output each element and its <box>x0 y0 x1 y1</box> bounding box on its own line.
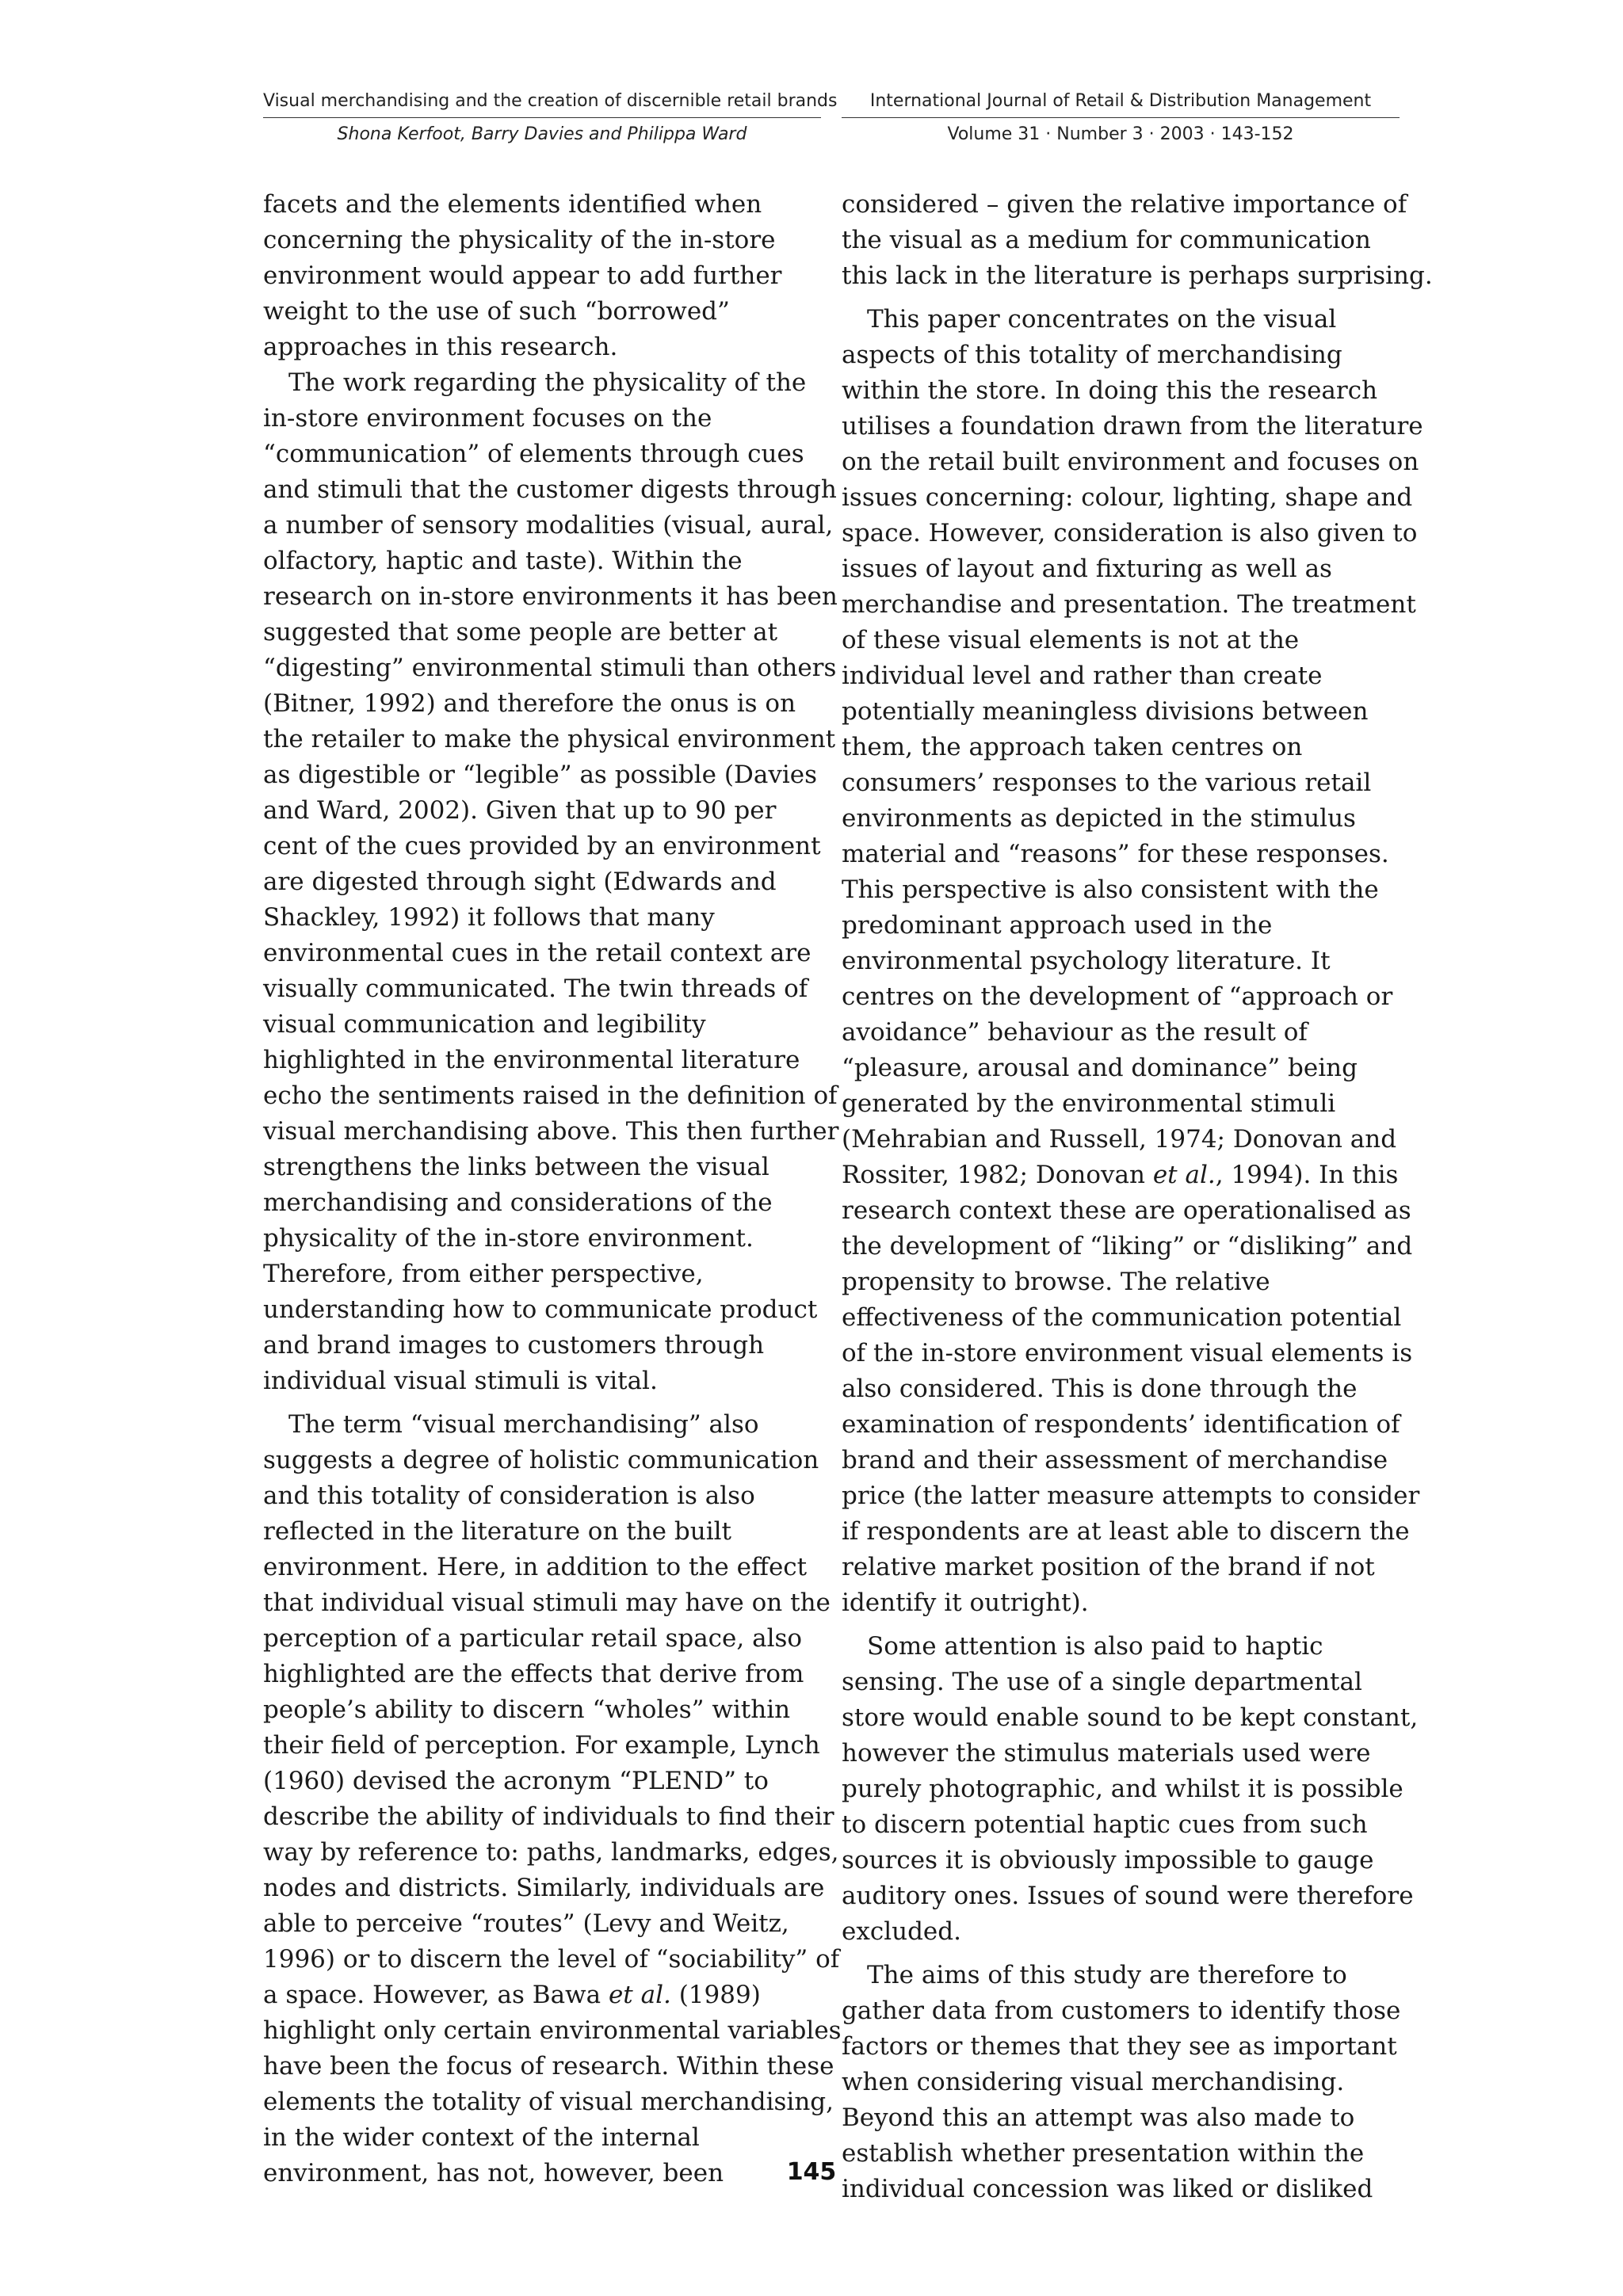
text-line: and this totality of consideration is also <box>263 1482 755 1510</box>
text-line: (Mehrabian and Russell, 1974; Donovan and <box>842 1125 1397 1154</box>
text-line: identify it outright). <box>842 1589 1089 1617</box>
text-line: gather data from customers to identify those <box>842 1997 1401 2025</box>
text-line: purely photographic, and whilst it is possible <box>842 1775 1403 1803</box>
text-line: generated by the environmental stimuli <box>842 1089 1336 1118</box>
text-line: The work regarding the physicality of the <box>288 368 807 397</box>
text-line: way by reference to: paths, landmarks, edges, <box>263 1838 839 1867</box>
text-line: visual merchandising above. This then further <box>263 1117 839 1146</box>
text-line: price (the latter measure attempts to consider <box>842 1482 1420 1510</box>
text-line: environment, has not, however, been <box>263 2159 724 2187</box>
text-line: highlight only certain environmental variables <box>263 2016 842 2045</box>
text-line: a space. However, as Bawa et al. (1989) <box>263 1981 761 2009</box>
text-line: avoidance” behaviour as the result of <box>842 1018 1308 1047</box>
text-line: research on in-store environments it has been <box>263 582 838 611</box>
text-line: weight to the use of such “borrowed” <box>263 297 730 326</box>
text-line: and stimuli that the customer digests through <box>263 475 837 504</box>
text-line: The term “visual merchandising” also <box>288 1410 759 1439</box>
text-line: Rossiter, 1982; Donovan et al., 1994). In this <box>842 1161 1399 1189</box>
page-number: 145 <box>786 2158 837 2186</box>
text-line: store would enable sound to be kept constant, <box>842 1703 1419 1732</box>
text-line: when considering visual merchandising. <box>842 2068 1345 2096</box>
text-line: in-store environment focuses on the <box>263 404 712 433</box>
text-line: the development of “liking” or “disliking” and <box>842 1232 1413 1261</box>
text-line: cent of the cues provided by an environment <box>263 832 821 860</box>
text-line: that individual visual stimuli may have on the <box>263 1589 831 1617</box>
text-line: “communication” of elements through cues <box>263 440 804 468</box>
text-line: their field of perception. For example, Lynch <box>263 1731 820 1760</box>
text-line: auditory ones. Issues of sound were therefore <box>842 1882 1414 1910</box>
text-line: elements the totality of visual merchandising, <box>263 2088 834 2116</box>
text-line: relative market position of the brand if not <box>842 1553 1375 1581</box>
text-line: strengthens the links between the visual <box>263 1153 769 1181</box>
text-line: have been the focus of research. Within these <box>263 2052 834 2081</box>
text-line: of these visual elements is not at the <box>842 626 1300 654</box>
text-line: sensing. The use of a single departmental <box>842 1668 1362 1696</box>
text-line: highlighted in the environmental literature <box>263 1046 800 1074</box>
text-line: perception of a particular retail space, also <box>263 1624 803 1653</box>
text-line: utilises a foundation drawn from the literature <box>842 412 1423 441</box>
text-line: issues concerning: colour, lighting, shape and <box>842 483 1413 512</box>
text-line: sources it is obviously impossible to gauge <box>842 1846 1374 1875</box>
text-line: material and “reasons” for these responses. <box>842 840 1389 868</box>
text-line: visually communicated. The twin threads of <box>263 974 808 1003</box>
text-line: This paper concentrates on the visual <box>867 305 1337 334</box>
text-line: Beyond this an attempt was also made to <box>842 2103 1355 2132</box>
text-line: potentially meaningless divisions between <box>842 697 1369 726</box>
text-line: excluded. <box>842 1917 961 1946</box>
text-line: of the in-store environment visual elements is <box>842 1339 1413 1367</box>
text-line: 1996) or to discern the level of “sociability” of <box>263 1945 840 1974</box>
text-line: establish whether presentation within the <box>842 2139 1365 2168</box>
text-line: predominant approach used in the <box>842 911 1273 940</box>
text-line: in the wider context of the internal <box>263 2123 700 2152</box>
text-line: individual visual stimuli is vital. <box>263 1367 658 1395</box>
text-line: environmental psychology literature. It <box>842 947 1331 975</box>
text-line: propensity to browse. The relative <box>842 1268 1270 1296</box>
text-line: factors or themes that they see as important <box>842 2032 1397 2061</box>
text-line: environment. Here, in addition to the effect <box>263 1553 808 1581</box>
text-line: visual communication and legibility <box>263 1010 706 1039</box>
text-line: able to perceive “routes” (Levy and Weitz, <box>263 1909 789 1938</box>
text-line: environmental cues in the retail context are <box>263 939 812 967</box>
text-line: concerning the physicality of the in-store <box>263 226 776 254</box>
text-line: centres on the development of “approach or <box>842 982 1393 1011</box>
text-line: the visual as a medium for communication <box>842 226 1371 254</box>
text-line: understanding how to communicate product <box>263 1295 818 1324</box>
paragraph <box>842 302 1423 1621</box>
text-line: “digesting” environmental stimuli than others <box>263 654 837 682</box>
text-line: This perspective is also consistent with the <box>842 875 1379 904</box>
text-line: physicality of the in-store environment. <box>263 1224 754 1253</box>
text-line: Some attention is also paid to haptic <box>867 1632 1323 1661</box>
text-line: (Bitner, 1992) and therefore the onus is on <box>263 689 796 718</box>
journal-title: International Journal of Retail & Distribution Management <box>869 91 1372 111</box>
text-line: olfactory, haptic and taste). Within the <box>263 547 743 575</box>
text-line: (1960) devised the acronym “PLEND” to <box>263 1767 769 1795</box>
header-rule <box>263 117 821 118</box>
running-header-left <box>263 90 838 146</box>
text-line: merchandising and considerations of the <box>263 1188 773 1217</box>
text-line: considered – given the relative importance of <box>842 190 1407 219</box>
text-line: if respondents are at least able to discern the <box>842 1517 1410 1546</box>
text-line: Shackley, 1992) it follows that many <box>263 903 715 932</box>
text-line: within the store. In doing this the research <box>842 376 1378 405</box>
text-line: as digestible or “legible” as possible (Davies <box>263 761 817 789</box>
text-line: people’s ability to discern “wholes” within <box>263 1695 791 1724</box>
text-line: merchandise and presentation. The treatment <box>842 590 1416 619</box>
text-line: the retailer to make the physical environment <box>263 725 836 753</box>
right-column <box>842 187 1433 2207</box>
text-line: this lack in the literature is perhaps surprising. <box>842 261 1433 290</box>
text-line: on the retail built environment and focuses on <box>842 448 1419 476</box>
text-line: reflected in the literature on the built <box>263 1517 731 1546</box>
paragraph <box>263 365 839 1399</box>
text-line: environment would appear to add further <box>263 261 782 290</box>
text-line: and brand images to customers through <box>263 1331 765 1360</box>
text-line: examination of respondents’ identification of <box>842 1410 1400 1439</box>
text-line: also considered. This is done through the <box>842 1375 1358 1403</box>
text-line: approaches in this research. <box>263 333 618 361</box>
paragraph <box>263 1407 842 2191</box>
text-line: to discern potential haptic cues from such <box>842 1810 1368 1839</box>
text-line: suggests a degree of holistic communication <box>263 1446 819 1474</box>
text-line: aspects of this totality of merchandising <box>842 341 1342 369</box>
text-line: environments as depicted in the stimulus <box>842 804 1356 833</box>
text-line: The aims of this study are therefore to <box>867 1961 1347 1989</box>
article-title: Visual merchandising and the creation of discernible retail brands <box>263 91 838 111</box>
text-line: space. However, consideration is also given to <box>842 519 1418 547</box>
article-authors: Shona Kerfoot, Barry Davies and Philippa Ward <box>337 124 747 144</box>
text-line: describe the ability of individuals to find their <box>263 1802 834 1831</box>
text-line: consumers’ responses to the various retail <box>842 769 1372 797</box>
journal-volume: Volume 31 · Number 3 · 2003 · 143-152 <box>947 124 1294 144</box>
text-line: echo the sentiments raised in the definition of <box>263 1081 838 1110</box>
running-header-right <box>842 90 1400 146</box>
paragraph <box>263 187 823 365</box>
text-line: nodes and districts. Similarly, individuals are <box>263 1874 825 1902</box>
left-column <box>263 187 842 2191</box>
text-line: Therefore, from either perspective, <box>263 1260 704 1288</box>
text-line: brand and their assessment of merchandise <box>842 1446 1388 1474</box>
text-line: and Ward, 2002). Given that up to 90 per <box>263 796 777 825</box>
text-line: suggested that some people are better at <box>263 618 778 646</box>
text-line: are digested through sight (Edwards and <box>263 868 777 896</box>
text-line: highlighted are the effects that derive from <box>263 1660 804 1688</box>
text-line: a number of sensory modalities (visual, aural, <box>263 511 834 540</box>
text-line: individual level and rather than create <box>842 662 1323 690</box>
text-line: facets and the elements identified when <box>263 190 762 219</box>
text-line: issues of layout and fixturing as well as <box>842 555 1332 583</box>
text-line: however the stimulus materials used were <box>842 1739 1371 1768</box>
text-line: research context these are operationalised as <box>842 1196 1411 1225</box>
paragraph <box>842 1629 1419 1950</box>
text-line: “pleasure, arousal and dominance” being <box>842 1054 1358 1082</box>
paragraph <box>842 187 1433 294</box>
text-line: them, the approach taken centres on <box>842 733 1303 761</box>
text-line: effectiveness of the communication potential <box>842 1303 1402 1332</box>
text-line: individual concession was liked or disliked <box>842 2175 1373 2203</box>
header-rule <box>842 117 1400 118</box>
